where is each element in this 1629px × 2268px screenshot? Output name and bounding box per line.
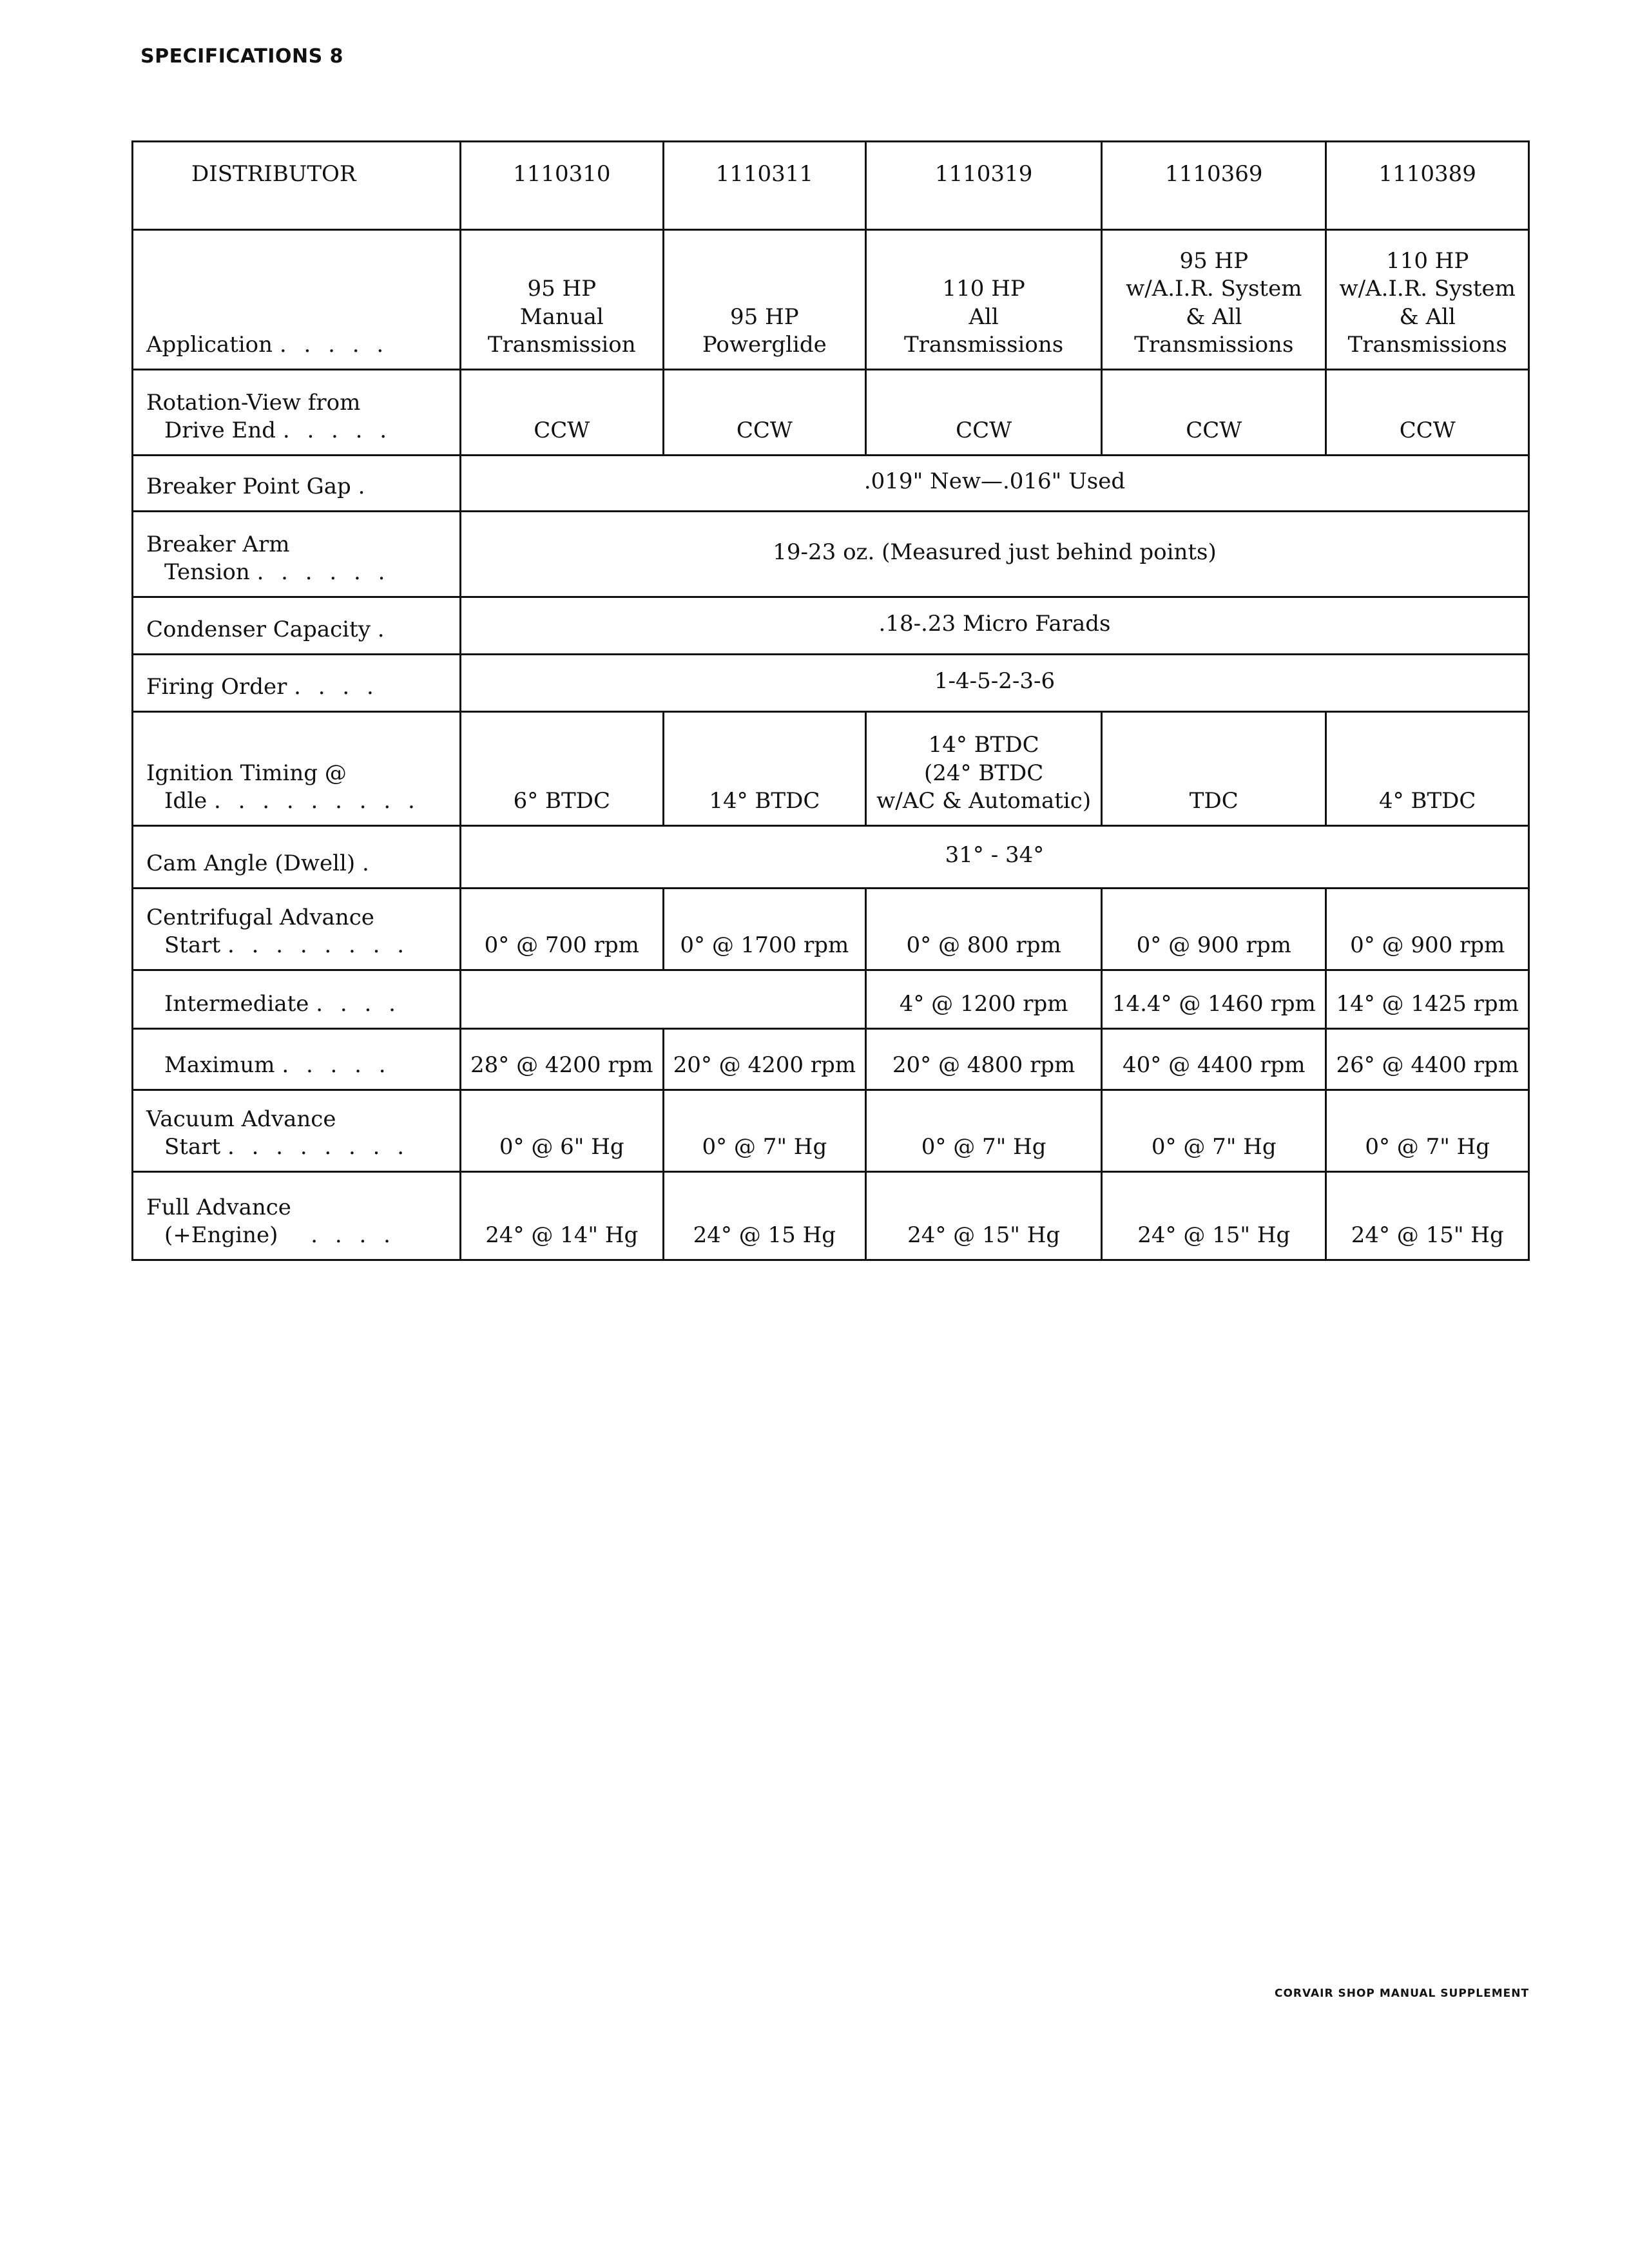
row-label-text: (+Engine) [164,1222,278,1249]
table-cell: 28° @ 4200 rpm [461,1029,664,1090]
table-row-vacuum-start [133,1090,1529,1172]
row-label-text: Application [146,332,273,358]
table-cell-span: 19-23 oz. (Measured just behind points) [461,512,1529,597]
table-cell: 0° @ 7" Hg [1326,1090,1529,1172]
table-cell: 0° @ 800 rpm [866,889,1102,970]
table-cell: 14° BTDC [663,712,866,826]
column-header: 1110369 [1102,142,1326,230]
row-label-text: Maximum [164,1052,275,1079]
leader-dots: . [377,617,390,643]
table-row-breaker-point-gap [133,456,1529,512]
table-cell: 95 HP Powerglide [663,230,866,370]
table-cell: 0° @ 700 rpm [461,889,664,970]
table-cell: 95 HP Manual Transmission [461,230,664,370]
column-header: 1110319 [866,142,1102,230]
table-cell-span: 1-4-5-2-3-6 [461,655,1529,712]
row-label [133,1029,461,1090]
table-row-application [133,230,1529,370]
table-cell: 110 HP All Transmissions [866,230,1102,370]
table-cell: CCW [663,370,866,456]
leader-dots: . . . . . [282,418,392,444]
table-cell: 24° @ 15" Hg [1102,1172,1326,1260]
row-label-line1: Breaker Arm [146,531,290,557]
table-cell: 20° @ 4200 rpm [663,1029,866,1090]
row-label [133,1090,461,1172]
table-cell: CCW [1326,370,1529,456]
table-cell: 0° @ 7" Hg [1102,1090,1326,1172]
row-label [133,889,461,970]
row-label [133,712,461,826]
leader-dots: . . . . . . . . [227,1134,410,1160]
row-label-line2 [146,417,454,445]
row-label-line2 [146,559,454,587]
distributor-spec-table [131,140,1530,1261]
table-cell-span: .019" New—.016" Used [461,456,1529,512]
table-row-firing-order [133,655,1529,712]
table-cell-span: 31° - 34° [461,826,1529,889]
row-label-text: Drive End [164,418,276,444]
row-label [133,970,461,1029]
table-cell: 24° @ 15 Hg [663,1172,866,1260]
leader-dots: . . . . . . [256,559,390,586]
table-cell: 26° @ 4400 rpm [1326,1029,1529,1090]
column-header: 1110311 [663,142,866,230]
row-label-text: Firing Order [146,674,287,700]
row-label-line1: Full Advance [146,1194,291,1220]
table-row-condenser-capacity [133,597,1529,655]
leader-dots: . . . . [294,674,379,700]
row-label-text: Cam Angle (Dwell) [146,850,356,877]
row-label-line1: Rotation-View from [146,389,361,416]
table-cell: 95 HP w/A.I.R. System & All Transmissions [1102,230,1326,370]
table-cell: 14° @ 1425 rpm [1326,970,1529,1029]
table-cell: 0° @ 7" Hg [866,1090,1102,1172]
table-row-breaker-arm-tension [133,512,1529,597]
row-label-text: Idle [164,788,207,814]
leader-dots: . . . . [316,991,401,1017]
row-label [133,1172,461,1260]
column-header: 1110310 [461,142,664,230]
table-cell: 24° @ 15" Hg [1326,1172,1529,1260]
row-label [133,370,461,456]
table-row-rotation [133,370,1529,456]
table-cell: 24° @ 14" Hg [461,1172,664,1260]
table-header-row [133,142,1529,230]
leader-dots: . . . . . [279,332,389,358]
table-cell: 6° BTDC [461,712,664,826]
row-label-line2 [146,787,454,816]
table-cell: 4° @ 1200 rpm [866,970,1102,1029]
row-label-text: Start [164,932,221,959]
row-label-line2 [146,1222,454,1250]
leader-dots: . [361,850,374,877]
table-row-full-advance [133,1172,1529,1260]
row-label-text: Breaker Point Gap [146,474,351,500]
row-label-line1: Centrifugal Advance [146,904,374,930]
page-footer: CORVAIR SHOP MANUAL SUPPLEMENT [1275,1987,1530,2000]
row-label-line2 [146,1133,454,1162]
table-row-centrifugal-start [133,889,1529,970]
table-cell: 4° BTDC [1326,712,1529,826]
row-label [133,230,461,370]
table-row-cam-angle [133,826,1529,889]
table-cell: 110 HP w/A.I.R. System & All Transmissions [1326,230,1529,370]
row-label [133,826,461,889]
page-title: SPECIFICATIONS 8 [140,45,343,68]
row-label-text: Tension [164,559,250,586]
row-label [133,597,461,655]
leader-dots: . [358,474,371,500]
table-cell: CCW [461,370,664,456]
table-cell: 0° @ 900 rpm [1102,889,1326,970]
table-cell: 40° @ 4400 rpm [1102,1029,1326,1090]
row-label [133,512,461,597]
row-label-line1: Ignition Timing @ [146,760,347,786]
column-header: 1110389 [1326,142,1529,230]
row-label-text: Condenser Capacity [146,617,371,643]
row-label-line1: Vacuum Advance [146,1106,336,1132]
table-cell: 14.4° @ 1460 rpm [1102,970,1326,1029]
table-cell: 0° @ 7" Hg [663,1090,866,1172]
table-cell-span: .18-.23 Micro Farads [461,597,1529,655]
row-label-line2 [146,932,454,960]
table-cell: 0° @ 900 rpm [1326,889,1529,970]
table-cell: CCW [866,370,1102,456]
distributor-header-cell: DISTRIBUTOR [133,142,461,230]
table-row-intermediate [133,970,1529,1029]
leader-dots: . . . . . . . . . [214,788,420,814]
table-row-ignition-timing [133,712,1529,826]
table-cell-empty [461,970,866,1029]
table-row-maximum [133,1029,1529,1090]
table-cell: 24° @ 15" Hg [866,1172,1102,1260]
table-cell: CCW [1102,370,1326,456]
table-cell: 20° @ 4800 rpm [866,1029,1102,1090]
table-cell: TDC [1102,712,1326,826]
row-label [133,456,461,512]
table-cell: 0° @ 1700 rpm [663,889,866,970]
leader-dots: . . . . [311,1222,396,1249]
row-label-text: Start [164,1134,221,1160]
leader-dots: . . . . . [282,1052,391,1079]
row-label-text: Intermediate [164,991,309,1017]
leader-dots: . . . . . . . . [227,932,410,959]
table-cell: 14° BTDC (24° BTDC w/AC & Automatic) [866,712,1102,826]
table-cell: 0° @ 6" Hg [461,1090,664,1172]
row-label [133,655,461,712]
